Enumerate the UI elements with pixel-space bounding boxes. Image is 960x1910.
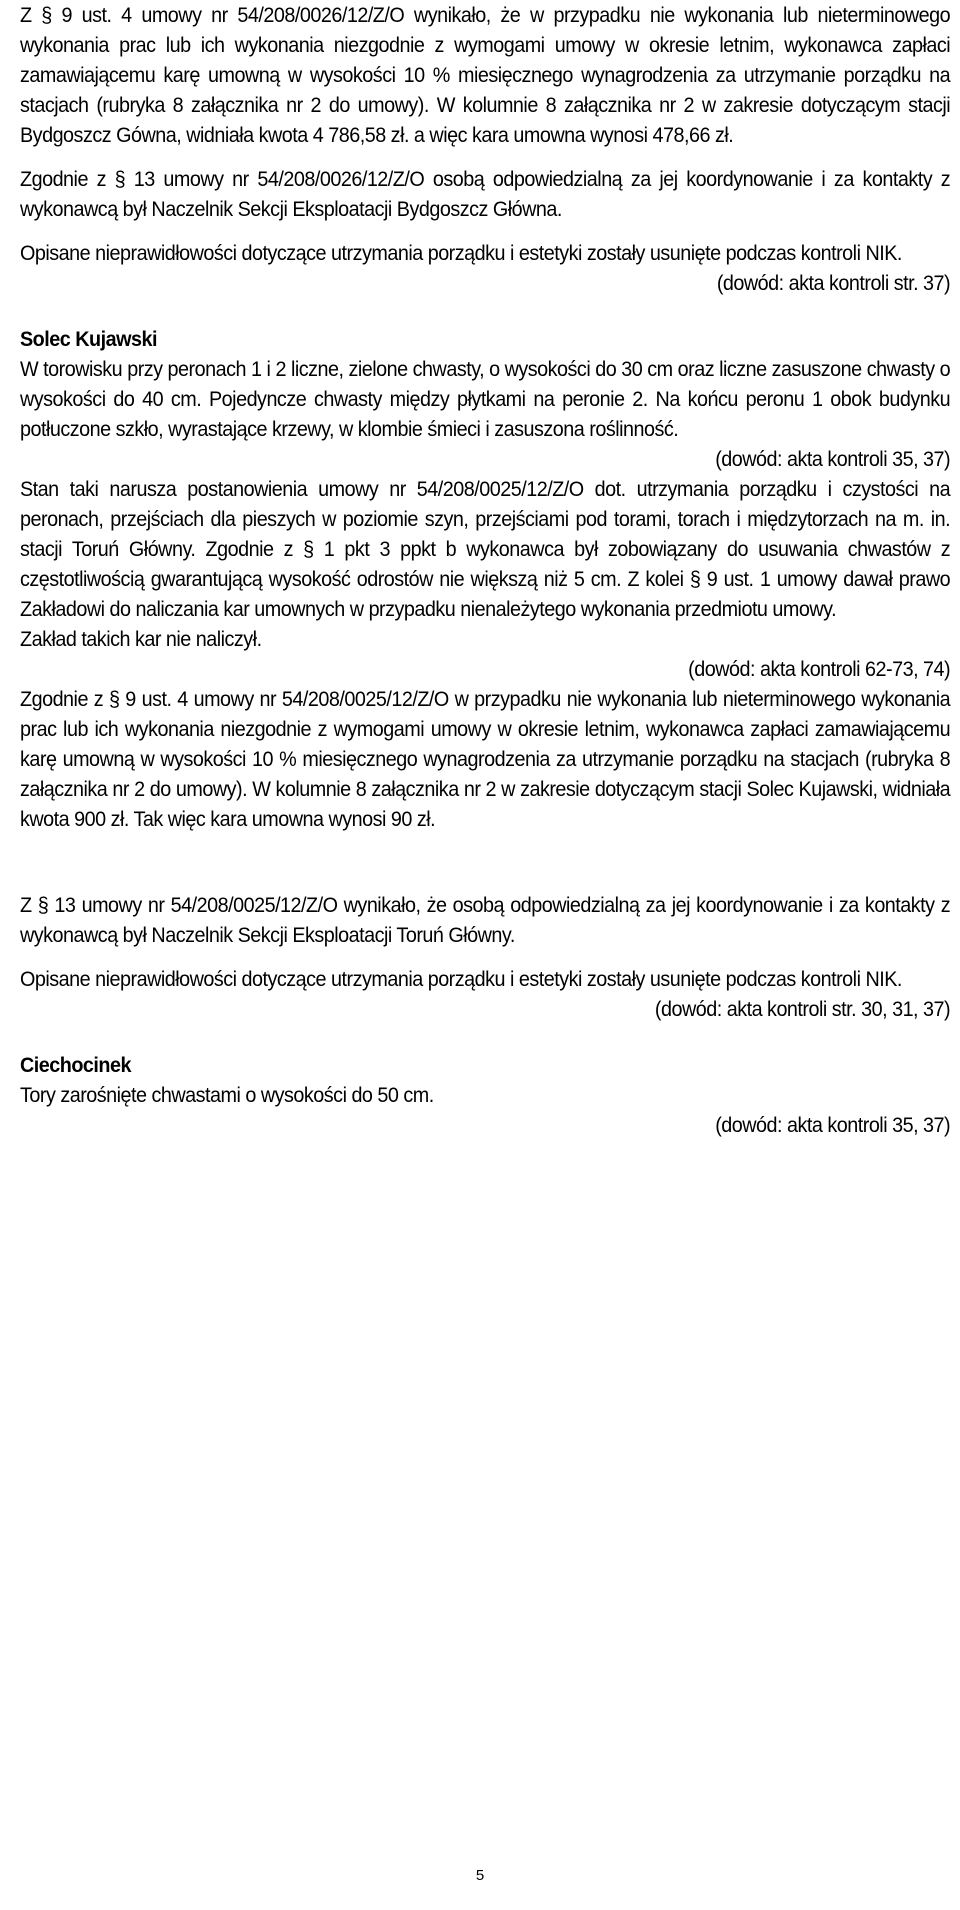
- paragraph-removed-bydgoszcz: Opisane nieprawidłowości dotyczące utrzymania porządku i estetyki zostały usunięte podczas kontroli NIK.: [20, 241, 902, 265]
- paragraph-penalty-bydgoszcz: Z § 9 ust. 4 umowy nr 54/208/0026/12/Z/O wynikało, że w przypadku nie wykonania lub nieterminowego wykonania prac lub ich wykonania niezgodnie z wymogami umowy w okresie letnim, wykonawca zapłaci zamawiającemu karę umowną w wysokości 10 % miesięcznego wynagrodzenia za utrzymanie porządku na stacjach (rubryka 8 załącznika nr 2 do umowy). W kolumnie 8 załącznika nr 2 w zakresie dotyczącym stacji Bydgoszcz Gówna, widniała kwota 4 786,58 zł. a więc kara umowna wynosi 478,66 zł.: [20, 3, 951, 147]
- heading-ciechocinek: Ciechocinek: [20, 1053, 131, 1077]
- paragraph-responsible-solec: Z § 13 umowy nr 54/208/0025/12/Z/O wynikało, że osobą odpowiedzialną za jej koordynowanie i za kontakty z wykonawcą był Naczelnik Sekcji Eksploatacji Toruń Główny.: [20, 893, 951, 947]
- document-body: [20, 0, 950, 1140]
- evidence-bydgoszcz: (dowód: akta kontroli str. 37): [716, 271, 951, 295]
- paragraph-responsible-bydgoszcz: Zgodnie z § 13 umowy nr 54/208/0026/12/Z/O osobą odpowiedzialną za jej koordynowanie i za kontakty z wykonawcą był Naczelnik Sekcji Eksploatacji Bydgoszcz Główna.: [20, 167, 951, 221]
- page-number: 5: [475, 1867, 485, 1884]
- paragraph-penalty-solec: Zgodnie z § 9 ust. 4 umowy nr 54/208/0025/12/Z/O w przypadku nie wykonania lub nieterminowego wykonania prac lub ich wykonania niezgodnie z wymogami umowy w okresie letnim, wykonawca zapłaci zamawiającemu karę umowną w wysokości 10 % miesięcznego wynagrodzenia za utrzymanie porządku na stacjach (rubryka 8 załącznika nr 2 do umowy). W kolumnie 8 załącznika nr 2 w zakresie dotyczącym stacji Solec Kujawski, widniała kwota 900 zł. Tak więc kara umowna wynosi 90 zł.: [20, 687, 951, 831]
- evidence-ciechocinek: (dowód: akta kontroli 35, 37): [715, 1113, 951, 1137]
- evidence-solec-3: (dowód: akta kontroli str. 30, 31, 37): [654, 997, 951, 1021]
- paragraph-findings-ciechocinek: Tory zarośnięte chwastami o wysokości do 50 cm.: [20, 1083, 434, 1107]
- evidence-solec-2: (dowód: akta kontroli 62-73, 74): [688, 657, 951, 681]
- paragraph-removed-solec: Opisane nieprawidłowości dotyczące utrzymania porządku i estetyki zostały usunięte podczas kontroli NIK.: [20, 967, 902, 991]
- paragraph-no-penalty-solec: Zakład takich kar nie naliczył.: [20, 627, 262, 651]
- paragraph-findings-solec: W torowisku przy peronach 1 i 2 liczne, zielone chwasty, o wysokości do 30 cm oraz liczne zasuszone chwasty o wysokości do 40 cm. Pojedyncze chwasty między płytkami na peronie 2. Na końcu peronu 1 obok budynku potłuczone szkło, wyrastające krzewy, w klombie śmieci i zasuszona roślinność.: [20, 357, 951, 441]
- evidence-solec-1: (dowód: akta kontroli 35, 37): [715, 447, 951, 471]
- paragraph-contract-solec: Stan taki narusza postanowienia umowy nr 54/208/0025/12/Z/O dot. utrzymania porządku i czystości na peronach, przejściach dla pieszych w poziomie szyn, przejściami pod torami, torach i międzytorzach na m. in. stacji Toruń Główny. Zgodnie z § 1 pkt 3 ppkt b wykonawca był zobowiązany do usuwania chwastów z częstotliwością gwarantującą wysokość odrostów nie większą niż 5 cm. Z kolei § 9 ust. 1 umowy dawał prawo Zakładowi do naliczania kar umownych w przypadku nienależytego wykonania przedmiotu umowy.: [20, 477, 951, 621]
- heading-solec-kujawski: Solec Kujawski: [20, 327, 157, 351]
